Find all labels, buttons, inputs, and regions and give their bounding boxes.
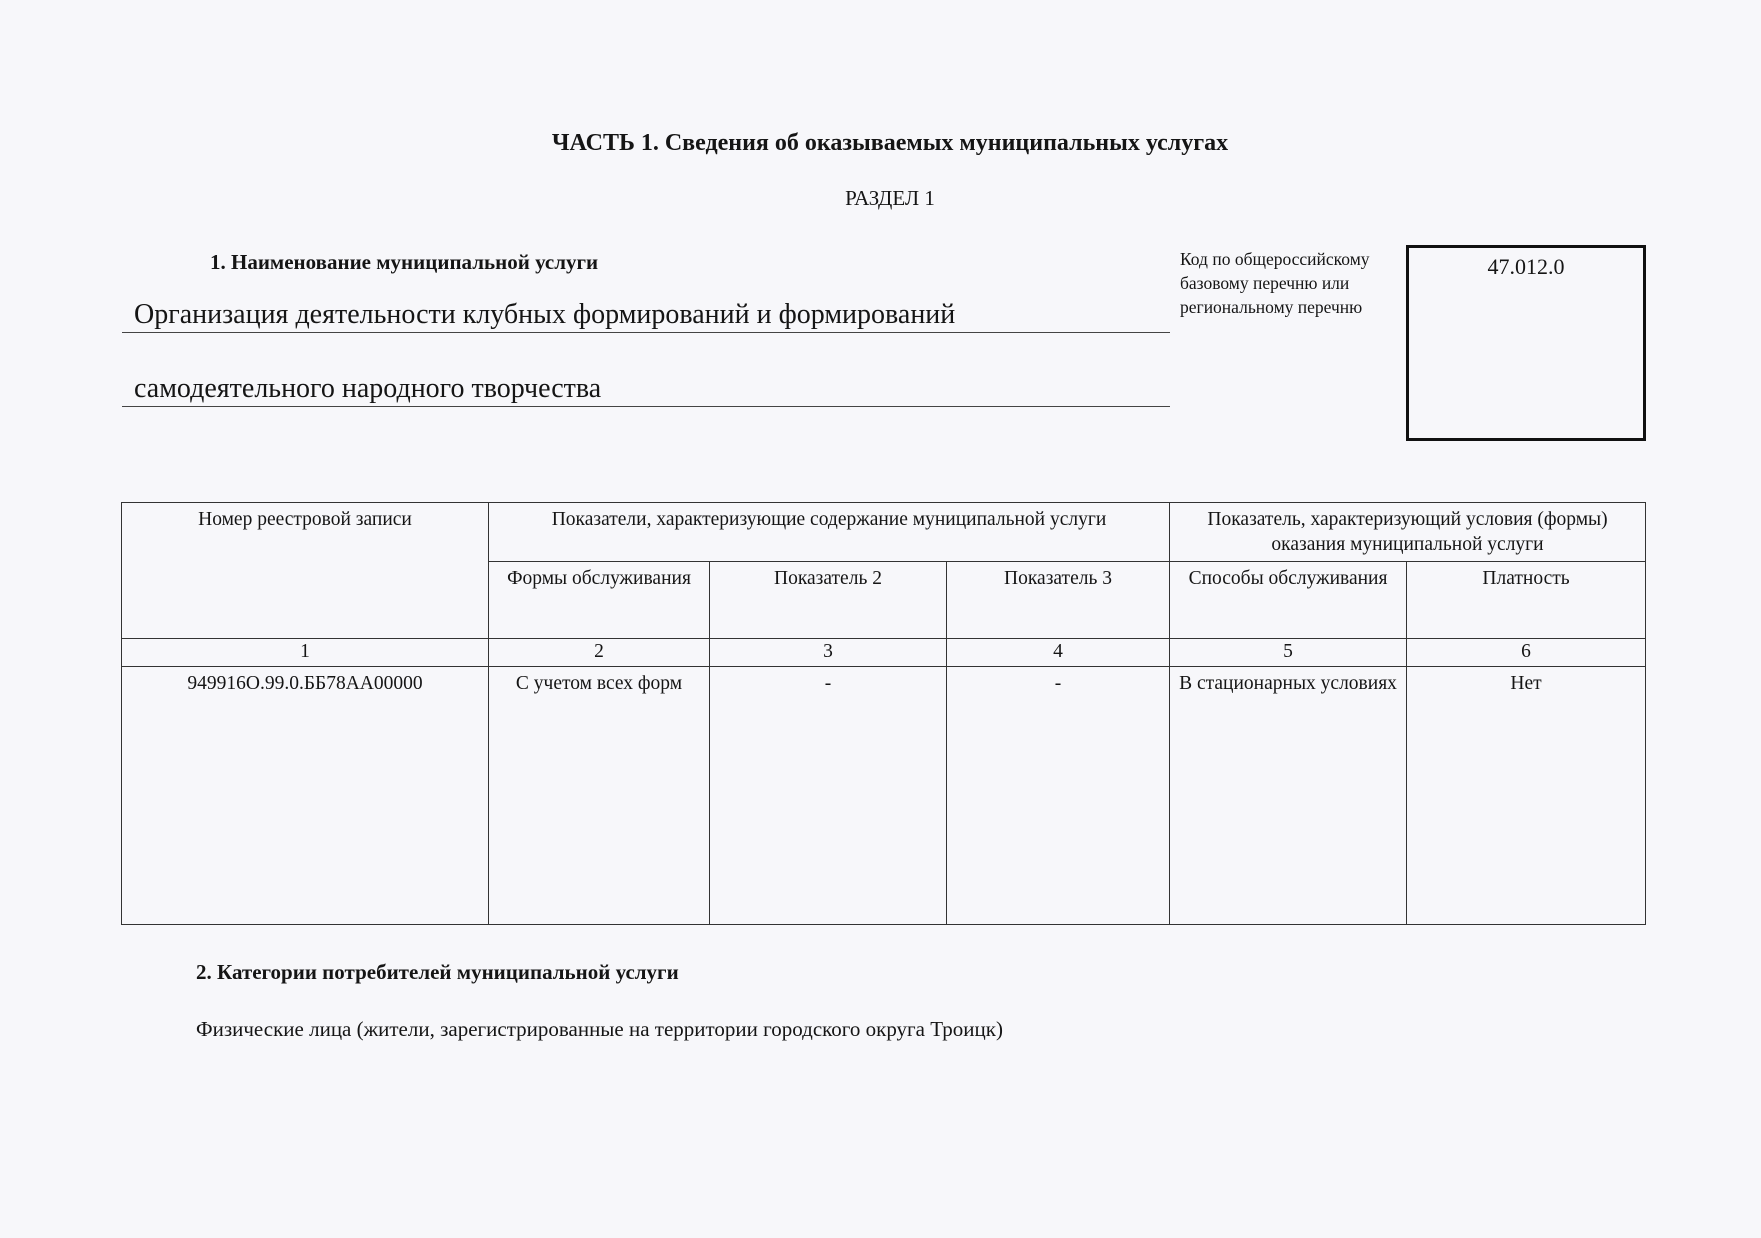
code-label: Код по общероссийскому базовому перечню или региональному перечню [1180,249,1370,317]
column-number: 5 [1170,639,1407,667]
column-number: 3 [710,639,947,667]
header-content-group: Показатели, характеризующие содержание муниципальной услуги [489,503,1170,562]
consumers-label: 2. Категории потребителей муниципальной услуги [196,960,679,984]
consumers-value: Физические лица (жители, зарегистрированные на территории городского округа Троицк) [196,1017,1003,1041]
table-row [122,667,1646,925]
column-numbers-row [122,639,1646,667]
cell-indicator-3: - [947,667,1170,925]
header-forms: Формы обслуживания [489,562,710,639]
header-conditions-group: Показатель, характеризующий условия (формы) оказания муниципальной услуги [1170,503,1646,562]
cell-indicator-2: - [710,667,947,925]
cell-methods: В стационарных условиях [1170,667,1407,925]
service-name-label: 1. Наименование муниципальной услуги [210,250,599,274]
cell-paid: Нет [1407,667,1646,925]
column-number: 6 [1407,639,1646,667]
code-box [1406,245,1646,441]
registry-table [121,502,1646,925]
section-title: РАЗДЕЛ 1 [845,186,935,210]
part-title: ЧАСТЬ 1. Сведения об оказываемых муниципальных услугах [551,130,1229,156]
header-indicator-3: Показатель 3 [947,562,1170,639]
header-indicator-2: Показатель 2 [710,562,947,639]
service-name-line-2: самодеятельного народного творчества [122,372,1170,407]
header-methods: Способы обслуживания [1170,562,1407,639]
service-name-line-1: Организация деятельности клубных формирований и формирований [122,298,1170,333]
column-number: 1 [122,639,489,667]
cell-forms: С учетом всех форм [489,667,710,925]
cell-registry: 949916О.99.0.ББ78АА00000 [122,667,489,925]
code-value: 47.012.0 [1487,254,1565,279]
header-registry: Номер реестровой записи [122,503,489,639]
header-paid: Платность [1407,562,1646,639]
column-number: 2 [489,639,710,667]
column-number: 4 [947,639,1170,667]
